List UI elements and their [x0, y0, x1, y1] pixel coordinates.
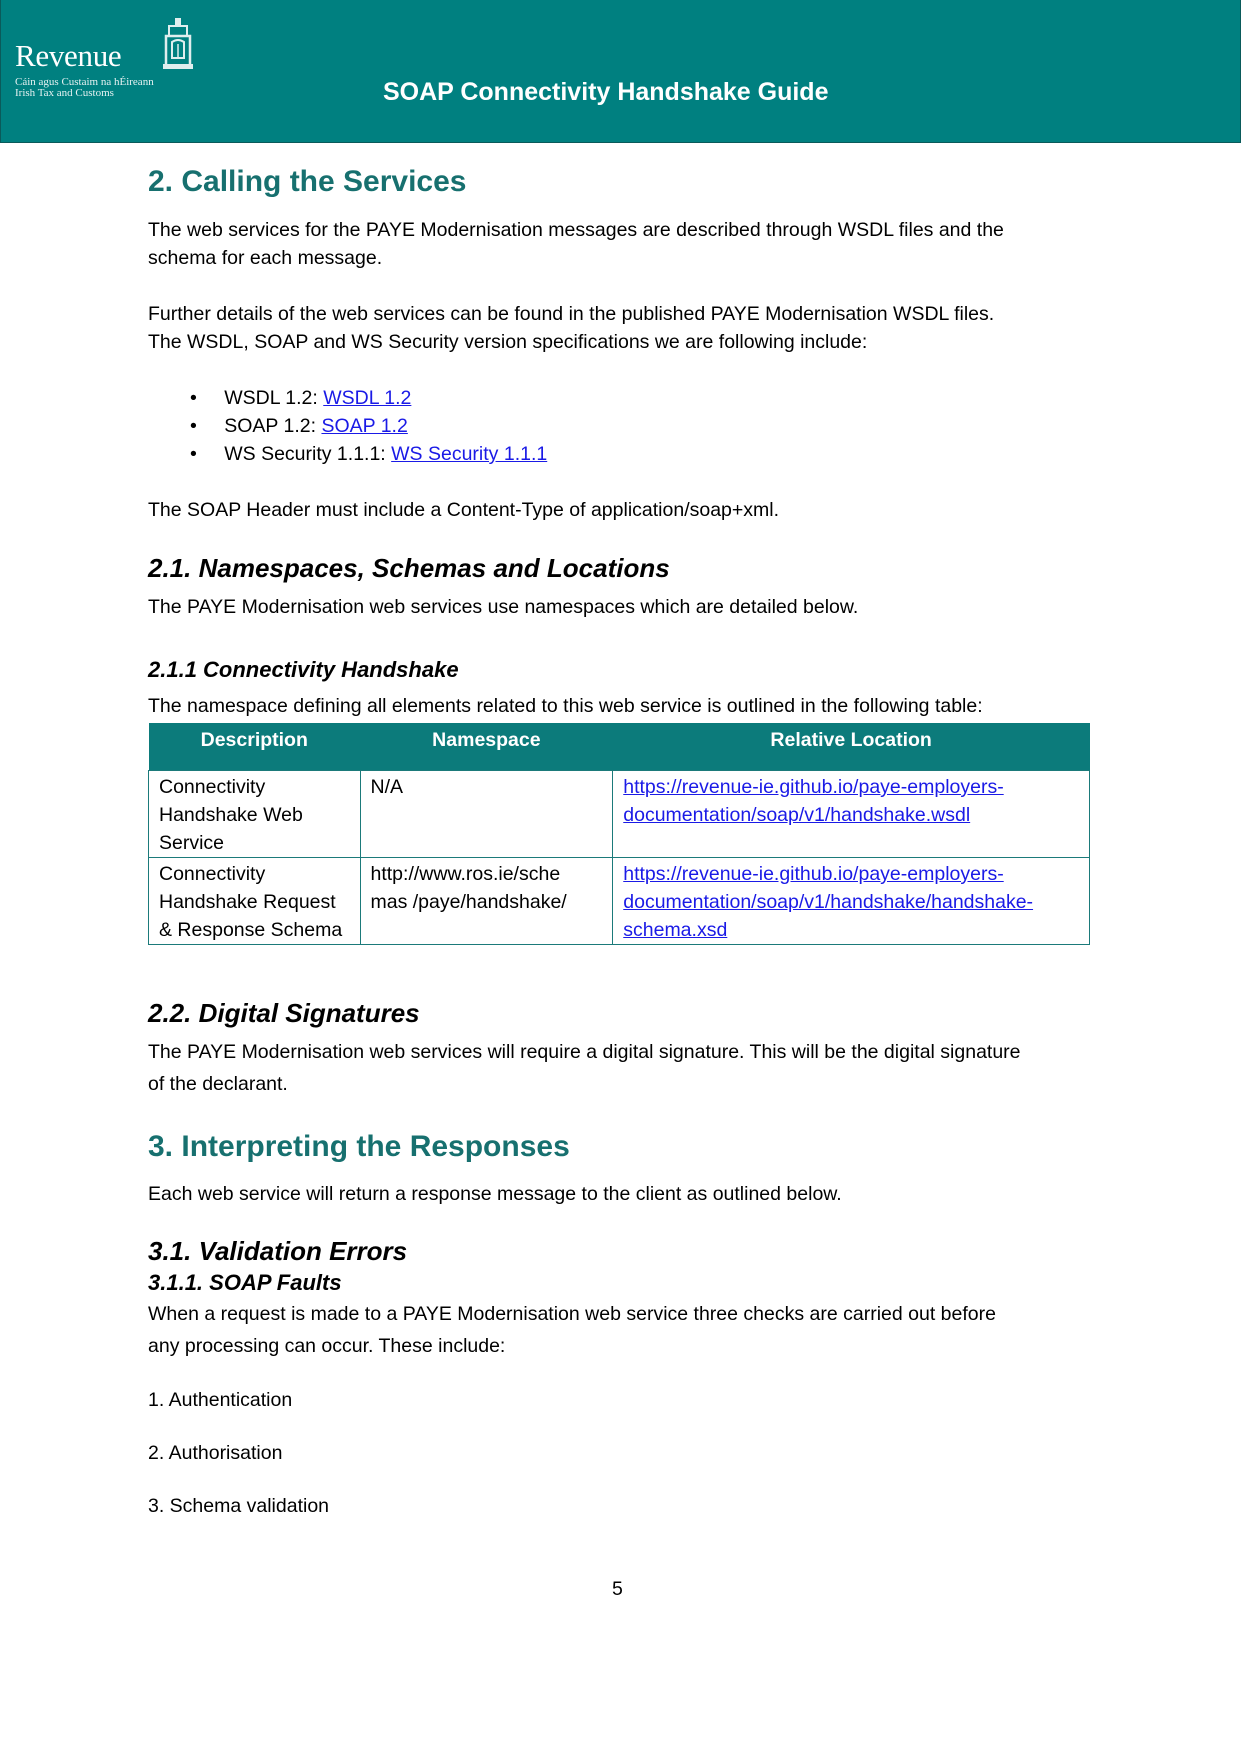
bullet-icon: •	[190, 387, 197, 409]
description-cell: Connectivity Handshake Web Service	[149, 771, 361, 858]
section-3-heading: 3. Interpreting the Responses	[148, 1130, 570, 1163]
section-2-2-para-line2: of the declarant.	[148, 1073, 288, 1095]
section-2-heading: 2. Calling the Services	[148, 165, 467, 198]
revenue-logo	[15, 16, 195, 104]
list-item: • WS Security 1.1.1: WS Security 1.1.1	[190, 443, 548, 465]
column-header-description: Description	[149, 723, 361, 771]
namespace-table	[148, 723, 1090, 945]
section-3-1-heading: 3.1. Validation Errors	[148, 1236, 408, 1266]
table-header-row	[149, 723, 1090, 771]
section-2-para3: The SOAP Header must include a Content-Type of application/soap+xml.	[148, 499, 780, 521]
column-header-relative-location: Relative Location	[613, 723, 1090, 771]
table-row	[149, 771, 1090, 858]
handshake-schema-link[interactable]: https://revenue-ie.github.io/paye-employers-	[623, 863, 1004, 885]
check-item-authorisation: 2. Authorisation	[148, 1442, 283, 1464]
description-cell: Connectivity Handshake Request & Response Schema	[149, 858, 361, 945]
handshake-wsdl-link-cont[interactable]: documentation/soap/v1/handshake.wsdl	[623, 804, 971, 826]
handshake-wsdl-link[interactable]: https://revenue-ie.github.io/paye-employers-	[623, 776, 1004, 798]
bullet-icon: •	[190, 415, 197, 437]
section-2-1-1-para: The namespace defining all elements related to this web service is outlined in the following table:	[148, 695, 983, 717]
section-2-para2-line2: The WSDL, SOAP and WS Security version specifications we are following include:	[148, 331, 868, 353]
check-item-schema-validation: 3. Schema validation	[148, 1495, 330, 1517]
logo-wordmark: Revenue	[15, 38, 122, 73]
namespace-cell: http://www.ros.ie/sche mas /paye/handshake/	[360, 858, 613, 945]
page-header	[0, 0, 1241, 143]
section-3-para: Each web service will return a response message to the client as outlined below.	[148, 1183, 842, 1205]
logo-subtitle-irish: Cáin agus Custaim na hÉireann	[15, 76, 154, 88]
list-item: • WSDL 1.2: WSDL 1.2	[190, 387, 412, 409]
section-2-2-heading: 2.2. Digital Signatures	[148, 998, 420, 1028]
section-2-para1-line1: The web services for the PAYE Modernisation messages are described through WSDL files and the	[148, 219, 1004, 241]
section-3-1-1-para-line2: any processing can occur. These include:	[148, 1335, 506, 1357]
bullet-icon: •	[190, 443, 197, 465]
page-number: 5	[612, 1578, 623, 1600]
handshake-schema-link-cont[interactable]: documentation/soap/v1/handshake/handshake-	[623, 891, 1034, 913]
section-3-1-1-heading: 3.1.1. SOAP Faults	[148, 1270, 342, 1295]
list-item: • SOAP 1.2: SOAP 1.2	[190, 415, 408, 437]
namespace-cell: N/A	[360, 771, 613, 858]
section-2-1-heading: 2.1. Namespaces, Schemas and Locations	[148, 553, 670, 583]
document-title: SOAP Connectivity Handshake Guide	[383, 78, 829, 106]
soap-link[interactable]: SOAP 1.2	[321, 415, 408, 437]
section-2-1-para: The PAYE Modernisation web services use namespaces which are detailed below.	[148, 596, 859, 618]
section-2-para2-line1: Further details of the web services can be found in the published PAYE Modernisation WSDL files.	[148, 303, 995, 325]
section-3-1-1-para-line1: When a request is made to a PAYE Modernisation web service three checks are carried out before	[148, 1303, 996, 1325]
wsdl-link[interactable]: WSDL 1.2	[323, 387, 412, 409]
logo-subtitle-english: Irish Tax and Customs	[15, 87, 114, 99]
check-item-authentication: 1. Authentication	[148, 1389, 293, 1411]
ws-security-link[interactable]: WS Security 1.1.1	[391, 443, 548, 465]
section-2-para1-line2: schema for each message.	[148, 247, 383, 269]
column-header-namespace: Namespace	[360, 723, 613, 771]
location-cell	[613, 858, 1090, 945]
table-row	[149, 858, 1090, 945]
harp-icon	[160, 16, 196, 74]
location-cell	[613, 771, 1090, 858]
section-2-2-para-line1: The PAYE Modernisation web services will require a digital signature. This will be the digital signature	[148, 1041, 1021, 1063]
handshake-schema-link-end[interactable]: schema.xsd	[623, 919, 728, 941]
section-2-1-1-heading: 2.1.1 Connectivity Handshake	[148, 657, 459, 682]
